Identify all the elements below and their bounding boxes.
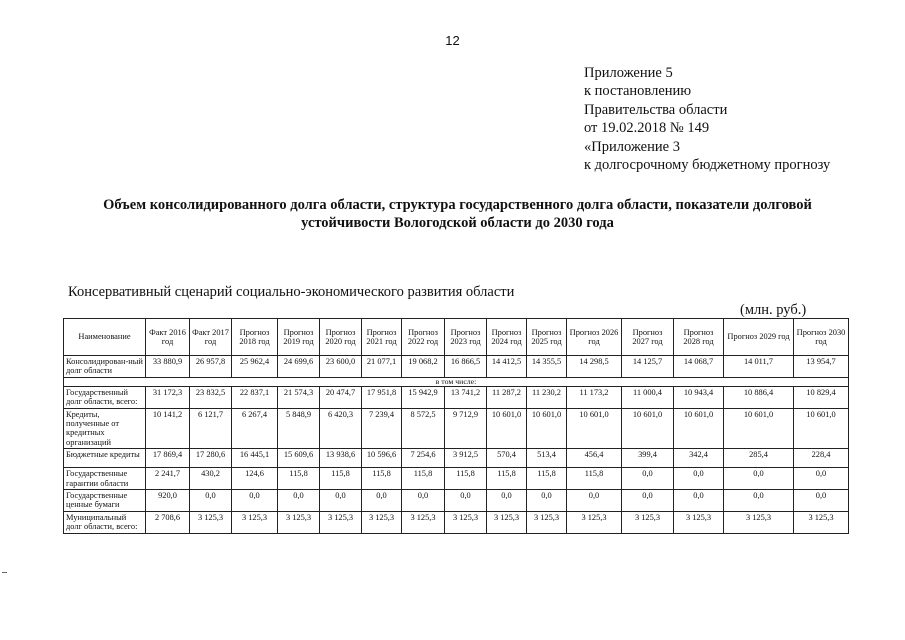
table-cell: 399,4: [622, 449, 674, 468]
table-cell: 23 832,5: [190, 386, 232, 408]
row-label-guar: Государственные гарантии области: [64, 468, 146, 490]
page-number: 12: [445, 33, 460, 48]
table-cell: 16 866,5: [445, 356, 487, 378]
table-cell: 15 942,9: [402, 386, 445, 408]
row-label-muni: Муниципальный долг области, всего:: [64, 511, 146, 533]
appendix-line: к постановлению: [584, 83, 692, 100]
column-header-year: Факт 2016 год: [146, 319, 190, 356]
table-cell: 10 601,0: [527, 408, 567, 449]
table-cell: 0,0: [402, 490, 445, 512]
column-header-year: Прогноз 2018 год: [232, 319, 278, 356]
row-label-credit: Кредиты, полученные от кредитных организаций: [64, 408, 146, 449]
units-label: (млн. руб.): [740, 302, 807, 318]
column-header-year: Прогноз 2028 год: [674, 319, 724, 356]
column-header-year: Прогноз 2022 год: [402, 319, 445, 356]
table-cell: 10 601,0: [487, 408, 527, 449]
table-cell: 342,4: [674, 449, 724, 468]
table-cell: 0,0: [487, 490, 527, 512]
table-cell: 13 938,6: [320, 449, 362, 468]
table-cell: 3 125,3: [724, 511, 794, 533]
table-cell: 456,4: [567, 449, 622, 468]
table-cell: 20 474,7: [320, 386, 362, 408]
table-cell: 3 125,3: [190, 511, 232, 533]
table-cell: 13 741,2: [445, 386, 487, 408]
table-cell: 0,0: [794, 490, 849, 512]
subheader-in-which: в том числе:: [64, 377, 849, 386]
table-row: [64, 511, 849, 533]
table-cell: 2 241,7: [146, 468, 190, 490]
table-cell: 0,0: [567, 490, 622, 512]
appendix-line: Приложение 5: [584, 65, 673, 81]
table-cell: 0,0: [445, 490, 487, 512]
table-cell: 17 280,6: [190, 449, 232, 468]
table-cell: 24 699,6: [278, 356, 320, 378]
table-cell: 3 125,3: [622, 511, 674, 533]
table-cell: 3 125,3: [527, 511, 567, 533]
table-cell: 33 880,9: [146, 356, 190, 378]
table-row: [64, 386, 849, 408]
table-cell: 10 141,2: [146, 408, 190, 449]
row-label-gov: Государственный долг области, всего:: [64, 386, 146, 408]
table-cell: 3 125,3: [567, 511, 622, 533]
table-cell: 285,4: [724, 449, 794, 468]
table-cell: 14 298,5: [567, 356, 622, 378]
table-cell: 124,6: [232, 468, 278, 490]
table-cell: 17 869,4: [146, 449, 190, 468]
table-cell: 0,0: [362, 490, 402, 512]
table-row: [64, 468, 849, 490]
table-cell: 0,0: [674, 468, 724, 490]
table-cell: 3 912,5: [445, 449, 487, 468]
column-header-year: Прогноз 2020 год: [320, 319, 362, 356]
table-cell: 0,0: [622, 490, 674, 512]
table-cell: 10 601,0: [674, 408, 724, 449]
table-cell: 15 609,6: [278, 449, 320, 468]
table-cell: 115,8: [487, 468, 527, 490]
table-cell: 22 837,1: [232, 386, 278, 408]
table-cell: 0,0: [724, 468, 794, 490]
table-subheader-row: [64, 377, 849, 386]
table-cell: 228,4: [794, 449, 849, 468]
table-cell: 3 125,3: [320, 511, 362, 533]
table-cell: 0,0: [278, 490, 320, 512]
table-cell: 16 445,1: [232, 449, 278, 468]
table-cell: 7 254,6: [402, 449, 445, 468]
table-cell: 115,8: [567, 468, 622, 490]
table-cell: 23 600,0: [320, 356, 362, 378]
row-label-consolidated: Консолидирован-ный долг области: [64, 356, 146, 378]
table-cell: 21 077,1: [362, 356, 402, 378]
table-cell: 3 125,3: [402, 511, 445, 533]
table-cell: 14 011,7: [724, 356, 794, 378]
table-cell: 0,0: [622, 468, 674, 490]
table-cell: 19 068,2: [402, 356, 445, 378]
scenario-label: Консервативный сценарий социально-экономического развития области: [68, 284, 515, 300]
table-cell: 10 601,0: [794, 408, 849, 449]
column-header-year: Прогноз 2021 год: [362, 319, 402, 356]
table-header-row: [64, 319, 849, 356]
table-cell: 14 068,7: [674, 356, 724, 378]
debt-table: [63, 318, 849, 534]
table-cell: 513,4: [527, 449, 567, 468]
column-header-year: Прогноз 2030 год: [794, 319, 849, 356]
column-header-year: Прогноз 2024 год: [487, 319, 527, 356]
table-cell: 6 420,3: [320, 408, 362, 449]
table-cell: 10 601,0: [724, 408, 794, 449]
table-row: [64, 356, 849, 378]
table-cell: 13 954,7: [794, 356, 849, 378]
table-cell: 10 601,0: [567, 408, 622, 449]
table-row: [64, 449, 849, 468]
table-cell: 21 574,3: [278, 386, 320, 408]
table-cell: 115,8: [445, 468, 487, 490]
table-cell: 14 412,5: [487, 356, 527, 378]
table-cell: 0,0: [794, 468, 849, 490]
table-row: [64, 408, 849, 449]
appendix-line: Правительства области: [584, 101, 728, 118]
table-cell: 6 267,4: [232, 408, 278, 449]
column-header-year: Факт 2017 год: [190, 319, 232, 356]
appendix-line: от 19.02.2018 № 149: [584, 120, 710, 137]
table-cell: 0,0: [232, 490, 278, 512]
title-line: Объем консолидированного долга области, структура государственного долга области, показатели долговой: [103, 197, 812, 213]
column-header-year: Прогноз 2023 год: [445, 319, 487, 356]
table-cell: 3 125,3: [362, 511, 402, 533]
document-title: [60, 196, 855, 232]
table-cell: 8 572,5: [402, 408, 445, 449]
table-cell: 10 886,4: [724, 386, 794, 408]
table-cell: 3 125,3: [674, 511, 724, 533]
table-cell: 9 712,9: [445, 408, 487, 449]
table-cell: 25 962,4: [232, 356, 278, 378]
table-cell: 2 708,6: [146, 511, 190, 533]
margin-mark: [2, 572, 7, 573]
appendix-line: к долгосрочному бюджетному прогнозу: [584, 157, 831, 174]
row-label-bond: Государственные ценные бумаги: [64, 490, 146, 512]
column-header-year: Прогноз 2019 год: [278, 319, 320, 356]
table-cell: 115,8: [320, 468, 362, 490]
table-cell: 5 848,9: [278, 408, 320, 449]
table-cell: 10 596,6: [362, 449, 402, 468]
column-header-name: Наименование: [64, 319, 146, 356]
table-cell: 3 125,3: [278, 511, 320, 533]
table-cell: 11 173,2: [567, 386, 622, 408]
table-cell: 10 943,4: [674, 386, 724, 408]
table-cell: 14 125,7: [622, 356, 674, 378]
table-cell: 6 121,7: [190, 408, 232, 449]
table-cell: 3 125,3: [445, 511, 487, 533]
table-cell: 10 829,4: [794, 386, 849, 408]
table-cell: 3 125,3: [487, 511, 527, 533]
table-cell: 0,0: [190, 490, 232, 512]
table-cell: 0,0: [527, 490, 567, 512]
table-cell: 31 172,3: [146, 386, 190, 408]
column-header-year: Прогноз 2026 год: [567, 319, 622, 356]
table-cell: 920,0: [146, 490, 190, 512]
column-header-year: Прогноз 2029 год: [724, 319, 794, 356]
row-label-budget: Бюджетные кредиты: [64, 449, 146, 468]
table-cell: 3 125,3: [794, 511, 849, 533]
table-cell: 115,8: [278, 468, 320, 490]
column-header-year: Прогноз 2027 год: [622, 319, 674, 356]
table-cell: 115,8: [402, 468, 445, 490]
table-row: [64, 490, 849, 512]
table-cell: 10 601,0: [622, 408, 674, 449]
table-cell: 7 239,4: [362, 408, 402, 449]
table-cell: 115,8: [527, 468, 567, 490]
table-cell: 0,0: [320, 490, 362, 512]
title-line: устойчивости Вологодской области до 2030 года: [301, 215, 614, 231]
table-cell: 3 125,3: [232, 511, 278, 533]
column-header-year: Прогноз 2025 год: [527, 319, 567, 356]
table-cell: 115,8: [362, 468, 402, 490]
table-cell: 0,0: [724, 490, 794, 512]
appendix-block: [584, 64, 830, 174]
table-cell: 0,0: [674, 490, 724, 512]
table-cell: 430,2: [190, 468, 232, 490]
table-cell: 26 957,8: [190, 356, 232, 378]
table-cell: 14 355,5: [527, 356, 567, 378]
table-cell: 11 230,2: [527, 386, 567, 408]
table-cell: 11 000,4: [622, 386, 674, 408]
table-cell: 570,4: [487, 449, 527, 468]
appendix-line: «Приложение 3: [584, 138, 680, 155]
table-cell: 11 287,2: [487, 386, 527, 408]
table-cell: 17 951,8: [362, 386, 402, 408]
